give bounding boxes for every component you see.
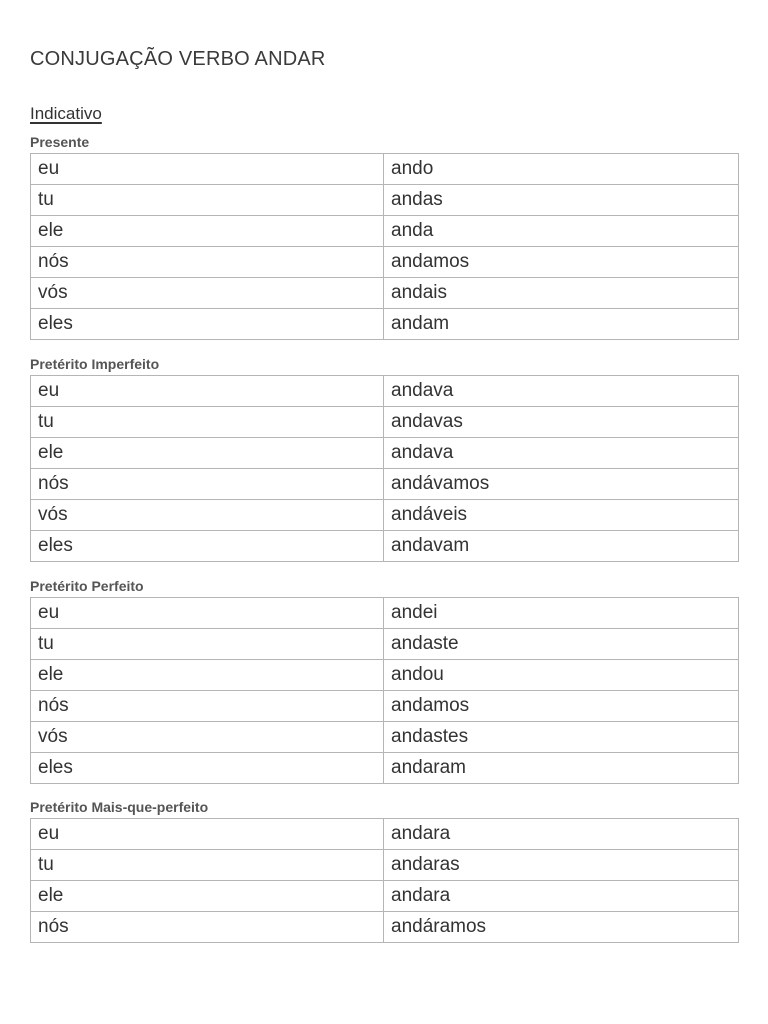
verb-form-cell: andara	[384, 881, 739, 912]
pronoun-cell: nós	[31, 247, 384, 278]
pronoun-cell: eles	[31, 309, 384, 340]
conjugation-table	[30, 153, 739, 340]
table-row	[31, 691, 739, 722]
verb-form-cell: anda	[384, 216, 739, 247]
verb-form-cell: andaram	[384, 753, 739, 784]
verb-form-cell: andas	[384, 185, 739, 216]
verb-form-cell: andamos	[384, 247, 739, 278]
verb-form-cell: andais	[384, 278, 739, 309]
pronoun-cell: eles	[31, 531, 384, 562]
table-row	[31, 185, 739, 216]
tense-title: Pretérito Mais-que-perfeito	[30, 799, 209, 815]
pronoun-cell: eles	[31, 753, 384, 784]
tense-section-preterito-perfeito	[30, 575, 738, 784]
table-row	[31, 629, 739, 660]
table-row	[31, 438, 739, 469]
verb-form-cell: andavas	[384, 407, 739, 438]
pronoun-cell: vós	[31, 722, 384, 753]
conjugation-table	[30, 375, 739, 562]
pronoun-cell: eu	[31, 819, 384, 850]
table-row	[31, 660, 739, 691]
table-row	[31, 309, 739, 340]
pronoun-cell: nós	[31, 912, 384, 943]
tense-title: Pretérito Imperfeito	[30, 356, 160, 372]
verb-form-cell: andaste	[384, 629, 739, 660]
verb-form-cell: andava	[384, 438, 739, 469]
table-row	[31, 247, 739, 278]
verb-form-cell: ando	[384, 154, 739, 185]
table-row	[31, 912, 739, 943]
verb-form-cell: andáramos	[384, 912, 739, 943]
table-row	[31, 753, 739, 784]
pronoun-cell: ele	[31, 881, 384, 912]
verb-form-cell: andara	[384, 819, 739, 850]
verb-form-cell: andam	[384, 309, 739, 340]
table-row	[31, 500, 739, 531]
pronoun-cell: ele	[31, 438, 384, 469]
table-row	[31, 722, 739, 753]
table-row	[31, 407, 739, 438]
verb-form-cell: andava	[384, 376, 739, 407]
conjugation-table	[30, 818, 739, 943]
verb-form-cell: andamos	[384, 691, 739, 722]
table-row	[31, 278, 739, 309]
mood-heading: Indicativo	[30, 104, 102, 123]
pronoun-cell: eu	[31, 376, 384, 407]
tense-section-preterito-imperfeito	[30, 353, 738, 562]
pronoun-cell: ele	[31, 660, 384, 691]
pronoun-cell: tu	[31, 629, 384, 660]
conjugation-table	[30, 597, 739, 784]
table-row	[31, 154, 739, 185]
verb-form-cell: andei	[384, 598, 739, 629]
tense-section-presente	[30, 131, 738, 340]
verb-form-cell: andávamos	[384, 469, 739, 500]
pronoun-cell: nós	[31, 469, 384, 500]
pronoun-cell: nós	[31, 691, 384, 722]
verb-form-cell: andavam	[384, 531, 739, 562]
pronoun-cell: tu	[31, 407, 384, 438]
table-row	[31, 469, 739, 500]
verb-form-cell: andastes	[384, 722, 739, 753]
pronoun-cell: tu	[31, 185, 384, 216]
page-title: CONJUGAÇÃO VERBO ANDAR	[30, 48, 326, 70]
tense-title: Presente	[30, 134, 90, 150]
tense-title: Pretérito Perfeito	[30, 578, 144, 594]
table-row	[31, 531, 739, 562]
table-row	[31, 850, 739, 881]
verb-form-cell: andáveis	[384, 500, 739, 531]
table-row	[31, 819, 739, 850]
verb-form-cell: andaras	[384, 850, 739, 881]
pronoun-cell: vós	[31, 500, 384, 531]
tense-section-preterito-mais-que-perfeito	[30, 796, 738, 943]
pronoun-cell: eu	[31, 598, 384, 629]
pronoun-cell: vós	[31, 278, 384, 309]
pronoun-cell: tu	[31, 850, 384, 881]
pronoun-cell: eu	[31, 154, 384, 185]
verb-form-cell: andou	[384, 660, 739, 691]
pronoun-cell: ele	[31, 216, 384, 247]
table-row	[31, 216, 739, 247]
table-row	[31, 376, 739, 407]
table-row	[31, 598, 739, 629]
table-row	[31, 881, 739, 912]
